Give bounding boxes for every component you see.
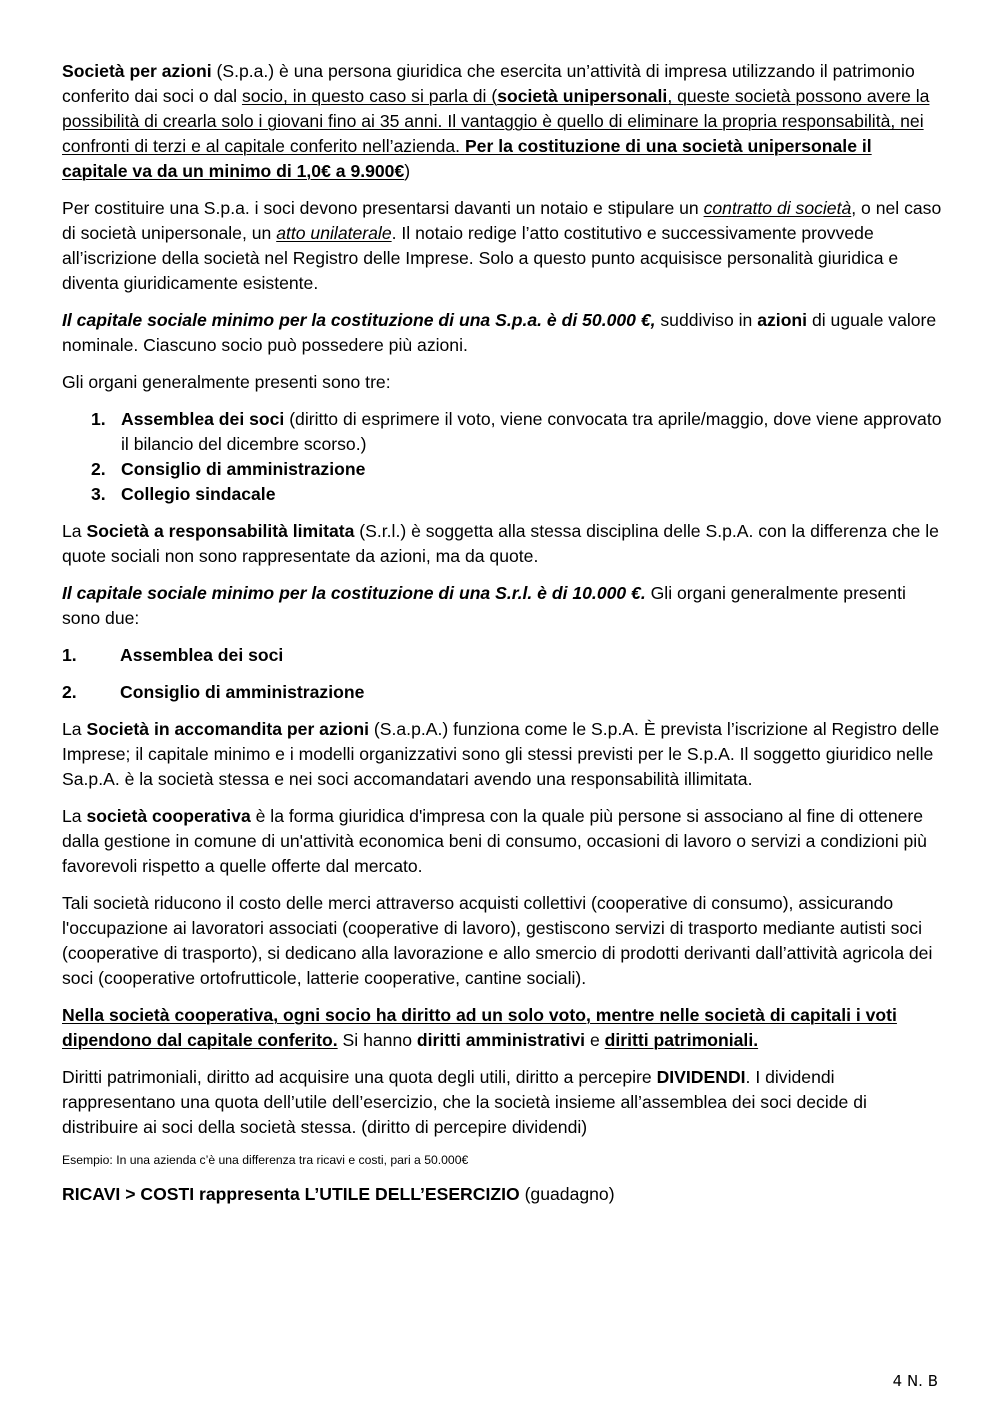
term-societa-unipersonali: società unipersonali <box>497 86 668 106</box>
paragraph-cooperativa-definition: La società cooperativa è la forma giuridica d'impresa con la quale più persone si associano al fine di ottenere dalla gestione in comune di un'attività economica beni di consumo, occasioni di lavoro o servizi a condizioni più favorevoli rispetto a quelle offerte dal mercato. <box>62 806 927 876</box>
capitale-srl-highlight: Il capitale sociale minimo per la costituzione di una S.r.l. è di 10.000 €. <box>62 583 646 603</box>
capitale-spa-highlight: Il capitale sociale minimo per la costituzione di una S.p.a. è di 50.000 €, <box>62 310 656 330</box>
term-sapa: Società in accomandita per azioni <box>86 719 370 739</box>
list-item: 2. Consiglio di amministrazione <box>62 682 365 702</box>
paragraph-dividendi: Diritti patrimoniali, diritto ad acquisire una quota degli utili, diritto a percepire DIVIDENDI. I dividendi rappresentano una quota dell’utile dell’esercizio, che la società insieme all’assemblea dei soci decide di distribuire ai soci della società stessa. (diritto di percepire dividendi) <box>62 1067 867 1137</box>
term-diritti-patrimoniali: diritti patrimoniali. <box>604 1030 759 1050</box>
paragraph-cooperative-types: Tali società riducono il costo delle merci attraverso acquisti collettivi (cooperative di consumo), assicurando l'occupazione ai lavoratori associati (cooperative di lavoro), gestiscono servizi di trasporto mediante autisti soci (cooperative di trasporto), si dedicano alla lavorazione e allo smercio di prodotti derivanti dall’attività agricola dei soci (cooperative ortofrutticole, latterie cooperative, cantine sociali). <box>62 893 933 988</box>
paragraph-spa-capitale: Il capitale sociale minimo per la costituzione di una S.p.a. è di 50.000 €, suddiviso in azioni di uguale valore nominale. Ciascuno socio può possedere più azioni. <box>62 310 937 355</box>
term-contratto-di-societa: contratto di società <box>703 198 852 218</box>
paragraph-esempio: Esempio: In una azienda c’è una differenza tra ricavi e costi, pari a 50.000€ <box>62 1153 469 1167</box>
term-spa: Società per azioni <box>62 61 212 81</box>
paragraph-srl-capitale: Il capitale sociale minimo per la costituzione di una S.r.l. è di 10.000 €. Gli organi generalmente presenti sono due: <box>62 583 906 628</box>
paragraph-spa-definition: Società per azioni (S.p.a.) è una persona giuridica che esercita un’attività di impresa utilizzando il patrimonio conferito dai soci o dal socio, in questo caso si parla di (società unipersonali, queste società possono avere la possibilità di crearla solo i giovani fino ai 35 anni. Il vantaggio è quello di eliminare la propria responsabilità, nei confronti di terzi e al capitale conferito nell’azienda. Per la costituzione di una società unipersonale il capitale va da un minimo di 1,0€ a 9.900€) <box>62 61 930 181</box>
document-page <box>62 59 942 1219</box>
term-dividendi: DIVIDENDI <box>656 1067 746 1087</box>
list-item: 2. Consiglio di amministrazione <box>91 459 366 479</box>
list-organi-spa <box>62 407 942 507</box>
paragraph-utile: RICAVI > COSTI rappresenta L’UTILE DELL’ESERCIZIO (guadagno) <box>62 1184 615 1204</box>
page-footer: 4 N. B <box>892 1372 938 1390</box>
term-srl: Società a responsabilità limitata <box>86 521 355 541</box>
term-societa-cooperativa: società cooperativa <box>86 806 251 826</box>
term-diritti-amministrativi: diritti amministrativi <box>416 1030 586 1050</box>
term-azioni: azioni <box>757 310 808 330</box>
voto-highlight: Nella società cooperativa, ogni socio ha diritto ad un solo voto, mentre nelle società di capitali i voti dipendono dal capitale conferito. <box>62 1005 897 1050</box>
list-item: 3. Collegio sindacale <box>91 484 276 504</box>
list-item: 1. Assemblea dei soci (diritto di esprimere il voto, viene convocata tra aprile/maggio, dove viene approvato il bilancio del dicembre scorso.) <box>91 409 942 454</box>
paragraph-srl-definition: La Società a responsabilità limitata (S.r.l.) è soggetta alla stessa disciplina delle S.p.A. con la differenza che le quote sociali non sono rappresentate da azioni, ma da quote. <box>62 521 939 566</box>
paragraph-sapa-definition: La Società in accomandita per azioni (S.a.p.A.) funziona come le S.p.A. È prevista l’iscrizione al Registro delle Imprese; il capitale minimo e i modelli organizzativi sono gli stessi previsti per le S.p.A. Il soggetto giuridico nelle Sa.p.A. è la società stessa e nei soci accomandatari avendo una responsabilità illimitata. <box>62 719 940 789</box>
paragraph-spa-costituzione: Per costituire una S.p.a. i soci devono presentarsi davanti un notaio e stipulare un contratto di società, o nel caso di società unipersonale, un atto unilaterale. Il notaio redige l’atto costitutivo e successivamente provvede all’iscrizione della società nel Registro delle Imprese. Solo a questo punto acquisisce personalità giuridica e diventa giuridicamente esistente. <box>62 198 942 293</box>
utile-formula: RICAVI > COSTI rappresenta L’UTILE DELL’ESERCIZIO <box>62 1184 520 1204</box>
paragraph-organi-intro: Gli organi generalmente presenti sono tre: <box>62 372 391 392</box>
list-item: 1. Assemblea dei soci <box>62 645 284 665</box>
capitale-unipersonale-note: Per la costituzione di una società unipersonale il capitale va da un minimo di 1,0€ a 9.900€ <box>62 136 872 181</box>
term-atto-unilaterale: atto unilaterale <box>276 223 392 243</box>
paragraph-voto-cooperativa: Nella società cooperativa, ogni socio ha diritto ad un solo voto, mentre nelle società di capitali i voti dipendono dal capitale conferito. Si hanno diritti amministrativi e diritti patrimoniali. <box>62 1005 897 1050</box>
